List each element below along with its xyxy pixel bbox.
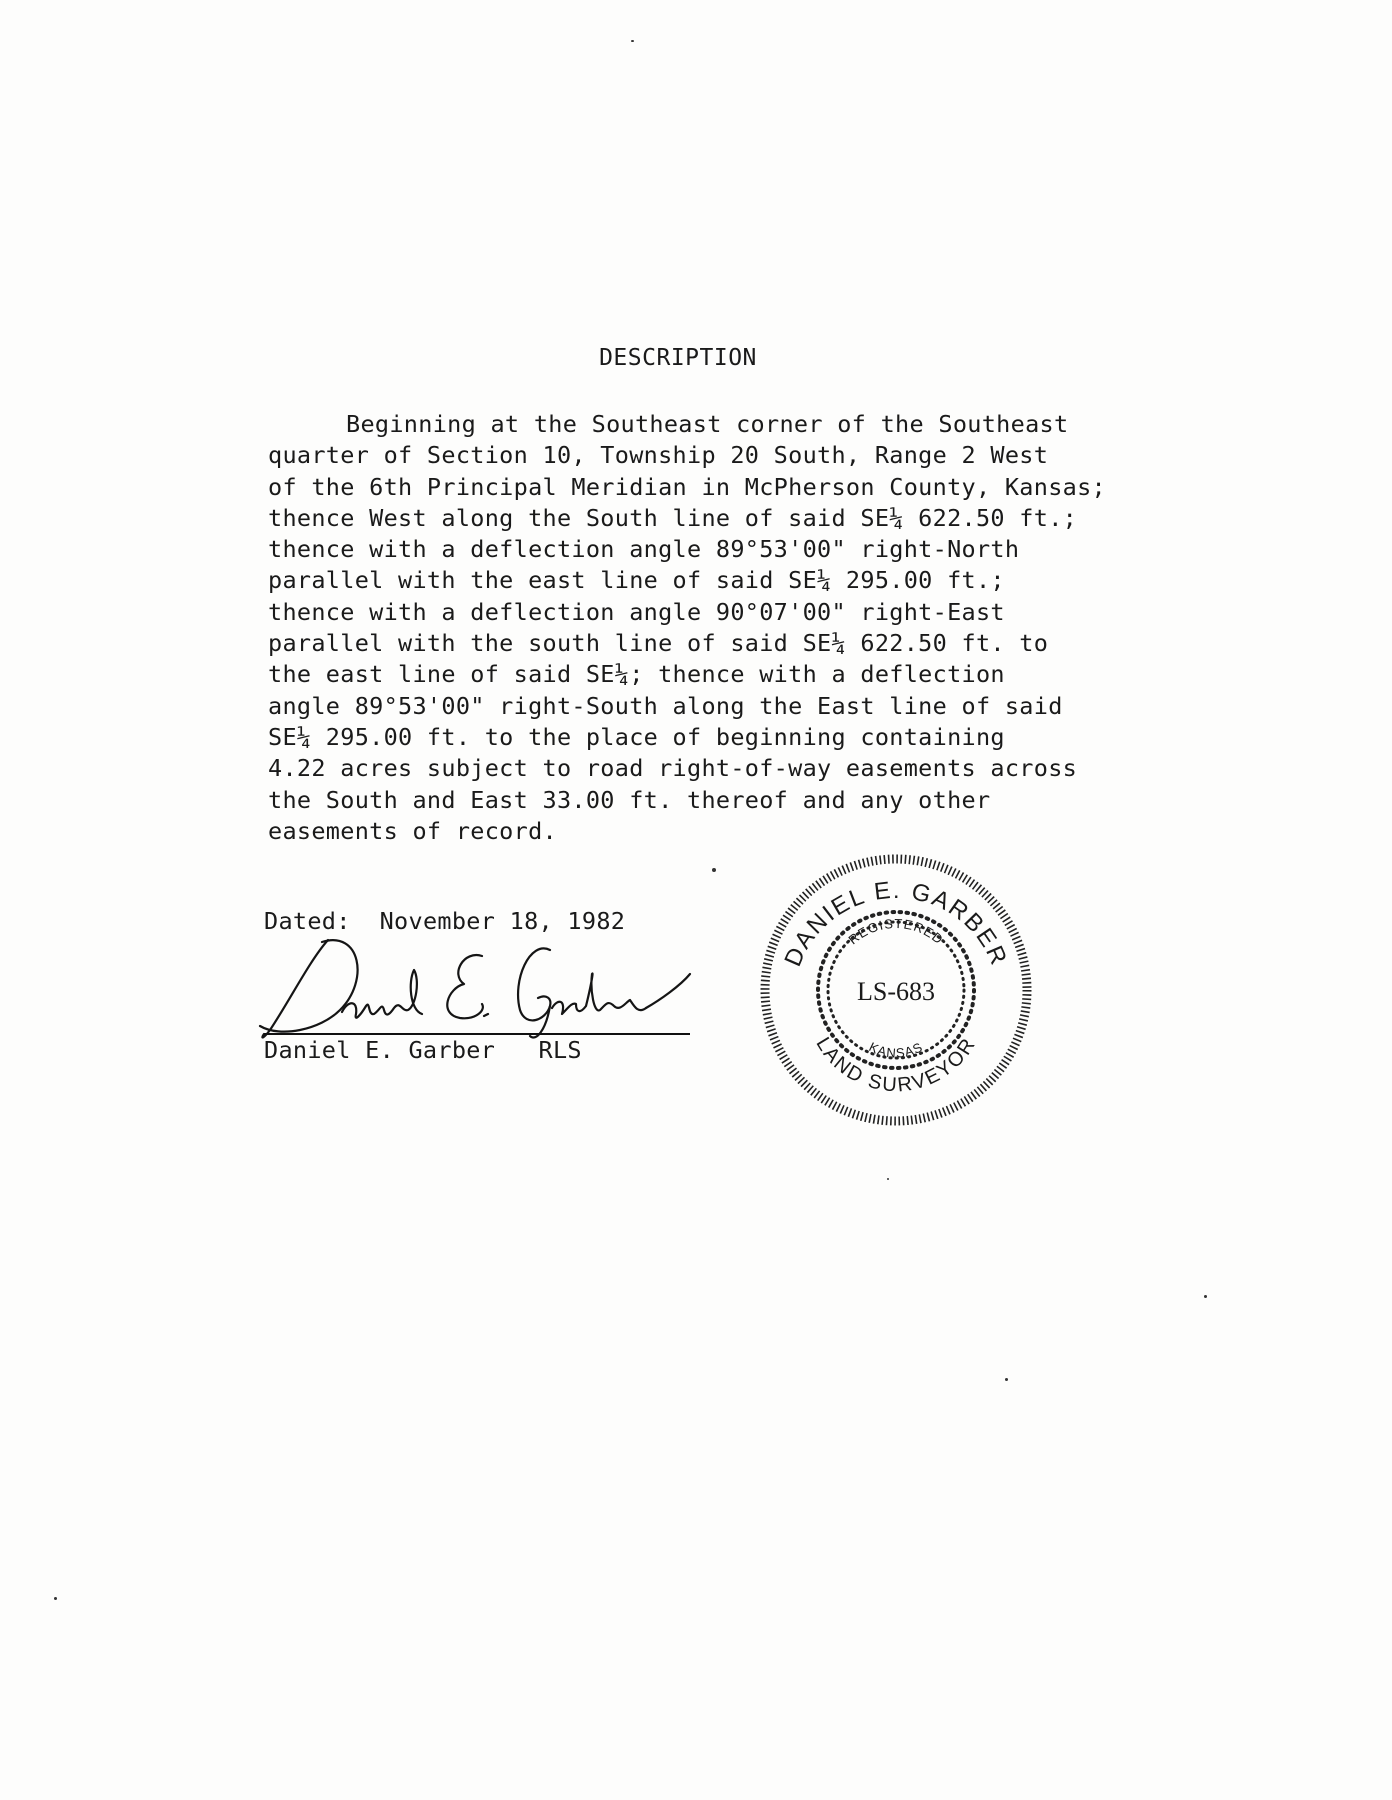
scan-speck [887,1178,889,1180]
scan-speck [631,40,634,42]
description-line: 4.22 acres subject to road right-of-way easements across [268,754,1078,783]
svg-text:KANSAS [867,1039,926,1061]
seal-license-number: LS-683 [857,977,935,1006]
description-line: angle 89°53'00" right-South along the East line of said [268,691,1063,720]
description-line: the South and East 33.00 ft. thereof and any other [268,785,991,814]
seal-inner-top-text: REGISTERED [845,915,947,948]
description-line: thence with a deflection angle 89°53'00" right-North [268,535,1020,564]
document-title: DESCRIPTION [599,345,757,371]
scan-speck [1204,1295,1207,1298]
seal-inner-bottom-text: KANSAS [866,1039,926,1061]
description-line: thence West along the South line of said SE¼ 622.50 ft.; [268,503,1078,532]
description-line: parallel with the east line of said SE¼ 295.00 ft.; [268,566,1005,595]
dated-label: Dated: [264,907,351,935]
description-line: Beginning at the Southeast corner of the Southeast [346,410,1069,438]
scan-speck [54,1597,57,1600]
seal-outer-top-text: DANIEL E. GARBER [779,876,1013,971]
description-line: quarter of Section 10, Township 20 South, Range 2 West [268,441,1049,470]
signer-name: Daniel E. Garber [264,1036,496,1064]
description-line: easements of record. [268,816,557,845]
signer-block [264,1036,582,1064]
description-line: the east line of said SE¼; thence with a deflection [268,660,1005,689]
seal-outer-bottom-text: LAND SURVEYOR [811,1033,981,1097]
signature-line [264,1033,690,1035]
scan-speck [1005,1378,1008,1381]
description-line: of the 6th Principal Meridian in McPherson County, Kansas; [268,472,1106,501]
description-line: parallel with the south line of said SE¼ 622.50 ft. to [268,629,1049,658]
dated-value: November 18, 1982 [379,907,626,935]
scan-speck [712,868,716,872]
handwritten-signature [250,930,700,1050]
surveyor-seal [756,850,1036,1130]
signer-title: RLS [538,1036,582,1064]
description-line: thence with a deflection angle 90°07'00" right-East [268,597,1005,626]
description-line: SE¼ 295.00 ft. to the place of beginning containing [268,722,1005,751]
legal-description [268,409,1268,847]
